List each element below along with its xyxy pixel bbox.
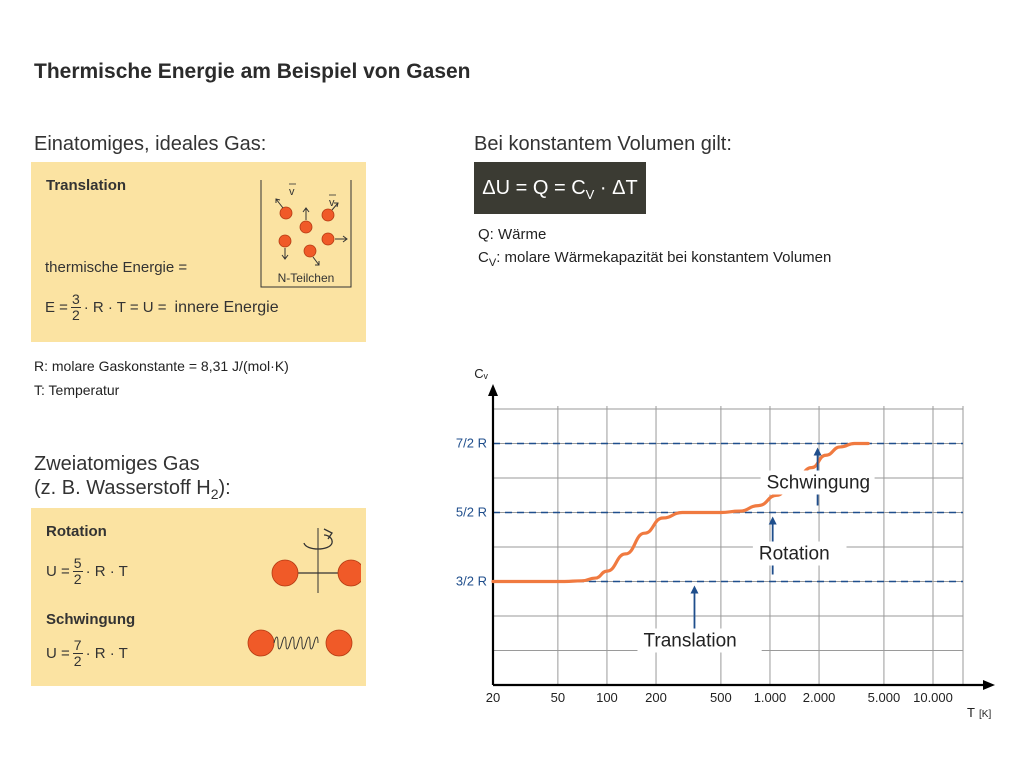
annotation-arrow-head [690, 586, 698, 594]
vib-prefix: U = [46, 645, 70, 662]
mono-box-title: Translation [46, 177, 127, 194]
heat-capacity-chart [440, 360, 1010, 730]
internal-energy-formula [474, 162, 646, 214]
y-tick-label: 3/2 R [455, 573, 487, 589]
x-tick-label: 100 [596, 690, 618, 705]
mono-frac-den: 2 [71, 307, 80, 323]
vibration-equation [46, 638, 128, 669]
vibrating-molecule-diagram [244, 626, 356, 660]
volume-heading: Bei konstantem Volumen gilt: [474, 133, 732, 155]
particle-container-diagram [256, 177, 356, 292]
di-heading-line2-pre: (z. B. Wasserstoff H [34, 477, 211, 499]
mono-energy-equation [45, 292, 279, 323]
x-tick-label: 500 [710, 690, 732, 705]
heat-note: Q: Wärme [478, 226, 547, 243]
mono-box [31, 162, 366, 342]
vib-frac-num: 7 [73, 637, 82, 653]
particle [322, 233, 334, 245]
formula-pre: ΔU = Q = C [482, 177, 586, 199]
vibration-title: Schwingung [46, 611, 136, 628]
rotation-equation [46, 556, 128, 587]
vib-frac-den: 2 [73, 653, 82, 669]
chart-tick-labels [456, 366, 992, 720]
rot-frac-num: 5 [73, 555, 82, 571]
rot-suffix: · R · T [85, 563, 128, 580]
vib-fraction [73, 638, 83, 669]
x-axis-label: T [967, 705, 975, 720]
di-heading [34, 452, 231, 506]
di-heading-sub: 2 [210, 486, 219, 502]
cv-sub: V [488, 257, 497, 269]
mono-eq-prefix: E = [45, 299, 68, 316]
annotation-label: Rotation [758, 543, 830, 565]
particle [300, 221, 312, 233]
y-tick-label: 5/2 R [455, 504, 487, 520]
particle [322, 209, 334, 221]
x-axis-unit: [K] [979, 709, 992, 720]
particle [280, 207, 292, 219]
gas-constant-note: R: molare Gaskonstante = 8,31 J/(mol·K) [34, 358, 289, 374]
heat-capacity-note [478, 249, 831, 269]
temperature-note: T: Temperatur [34, 382, 120, 398]
mono-energy-line: thermische Energie = [45, 259, 188, 276]
page-title: Thermische Energie am Beispiel von Gasen [34, 60, 471, 83]
particle [279, 235, 291, 247]
formula-sub: V [585, 187, 595, 202]
y-axis-arrow [488, 384, 498, 396]
y-axis-label: Cᵥ [474, 366, 488, 381]
annotation-label: Translation [643, 630, 737, 652]
mono-heading: Einatomiges, ideales Gas: [34, 133, 267, 155]
rot-fraction [73, 556, 83, 587]
annotation-arrow-head [814, 448, 822, 456]
mono-eq-suffix: · R · T = U = [83, 299, 167, 316]
cv-description: : molare Wärmekapazität bei konstantem Volumen [496, 249, 832, 266]
di-box [31, 508, 366, 686]
particles-label: N-Teilchen [277, 271, 335, 285]
x-tick-label: 5.000 [867, 690, 901, 705]
formula-post: · ΔT [594, 177, 638, 199]
rotating-molecule-diagram [266, 523, 361, 593]
rotation-title: Rotation [46, 523, 107, 540]
di-heading-line2 [34, 476, 231, 506]
x-tick-label: 200 [645, 690, 667, 705]
mono-fraction [71, 292, 81, 323]
di-heading-line2-post: ): [218, 477, 231, 499]
x-tick-label: 50 [550, 690, 566, 705]
mono-frac-num: 3 [71, 291, 80, 307]
velocity-label: v [289, 186, 295, 198]
x-tick-label: 2.000 [802, 690, 836, 705]
mono-eq-tail: innere Energie [174, 298, 279, 316]
x-tick-label: 10.000 [913, 690, 953, 705]
annotation-label: Schwingung [766, 472, 871, 494]
vib-suffix: · R · T [85, 645, 128, 662]
di-heading-line1: Zweiatomiges Gas [34, 453, 200, 475]
x-tick-label: 20 [485, 690, 501, 705]
rot-prefix: U = [46, 563, 70, 580]
y-tick-label: 7/2 R [455, 435, 487, 451]
particle [304, 245, 316, 257]
cv-symbol: C [478, 249, 489, 266]
x-tick-label: 1.000 [753, 690, 787, 705]
x-axis-arrow [983, 680, 995, 690]
velocity-label: v [329, 197, 335, 209]
rot-frac-den: 2 [73, 571, 82, 587]
